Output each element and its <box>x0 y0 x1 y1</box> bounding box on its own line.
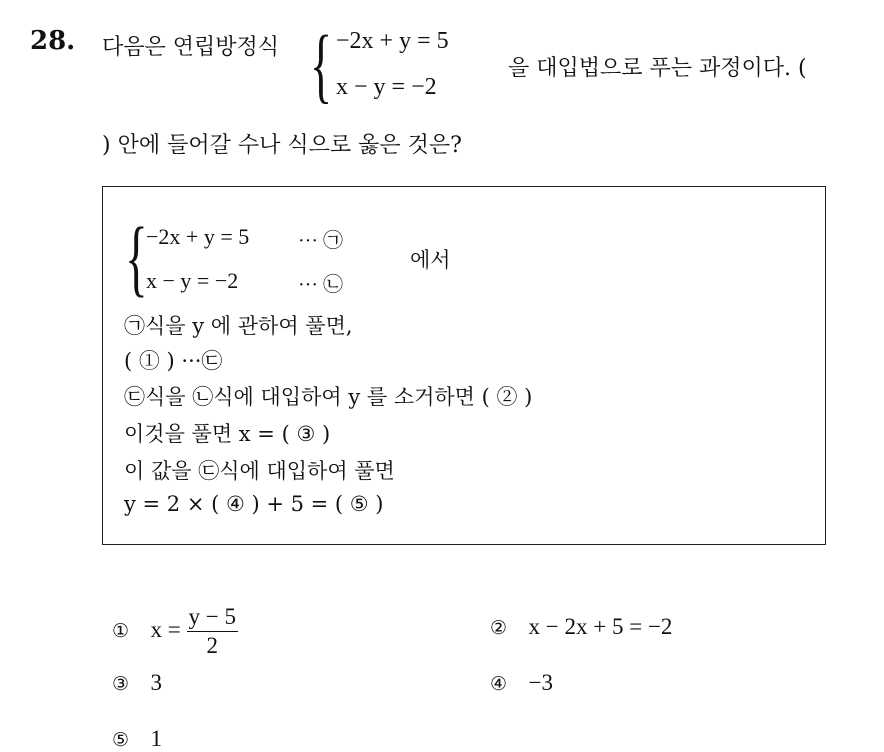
choice-1-prefix: x = <box>150 616 181 642</box>
question-stem-end: 을 대입법으로 푸는 과정이다. ( <box>508 56 807 81</box>
choice-1-marker: ① <box>112 619 130 642</box>
choice-1-denominator: 2 <box>206 633 219 658</box>
choice-2-marker: ② <box>490 617 508 639</box>
box-equation-1-tag: ··· ㉠ <box>298 230 343 252</box>
box-eseo-label: 에서 <box>410 248 451 272</box>
choice-3[interactable] <box>112 670 162 696</box>
box-system-brace: { <box>125 209 148 305</box>
box-step-2: ( ① ) ···㉢ <box>124 349 223 373</box>
box-step-5: 이 값을 ㉢식에 대입하여 풀면 <box>124 459 395 483</box>
choice-2-text: x − 2x + 5 = −2 <box>528 614 673 639</box>
box-step-3: ㉢식을 ㉡식에 대입하여 y 를 소거하면 ( ② ) <box>124 385 533 409</box>
system-equation-1: −2x + y = 5 <box>336 28 449 54</box>
choice-5-marker: ⑤ <box>112 729 130 751</box>
choice-4[interactable] <box>490 670 553 696</box>
box-equation-2-tag: ··· ㉡ <box>298 274 343 296</box>
box-step-1: ㉠식을 y 에 관하여 풀면, <box>124 314 353 338</box>
choice-4-text: −3 <box>528 670 554 695</box>
system-equation-2: x − y = −2 <box>336 74 437 100</box>
box-equation-2: x − y = −2 <box>146 268 239 293</box>
system-brace: { <box>310 19 333 112</box>
question-stem-start: 다음은 연립방정식 <box>102 35 280 60</box>
choice-1-numerator: y − 5 <box>187 604 238 632</box>
choice-3-marker: ③ <box>112 673 130 695</box>
question-number: 28. <box>30 26 76 56</box>
question-stem-line2: ) 안에 들어갈 수나 식으로 옳은 것은? <box>102 133 462 158</box>
choice-4-marker: ④ <box>490 673 508 695</box>
choice-5-text: 1 <box>150 726 163 751</box>
choice-2[interactable] <box>490 614 672 640</box>
box-step-4: 이것을 풀면 x = ( ③ ) <box>124 422 331 446</box>
choice-1[interactable] <box>112 604 238 659</box>
choice-5[interactable] <box>112 726 162 752</box>
box-step-6: y = 2 × ( ④ ) + 5 = ( ⑤ ) <box>124 492 384 516</box>
choice-1-fraction <box>187 604 238 659</box>
box-equation-1: −2x + y = 5 <box>146 224 250 249</box>
choice-3-text: 3 <box>150 670 163 695</box>
